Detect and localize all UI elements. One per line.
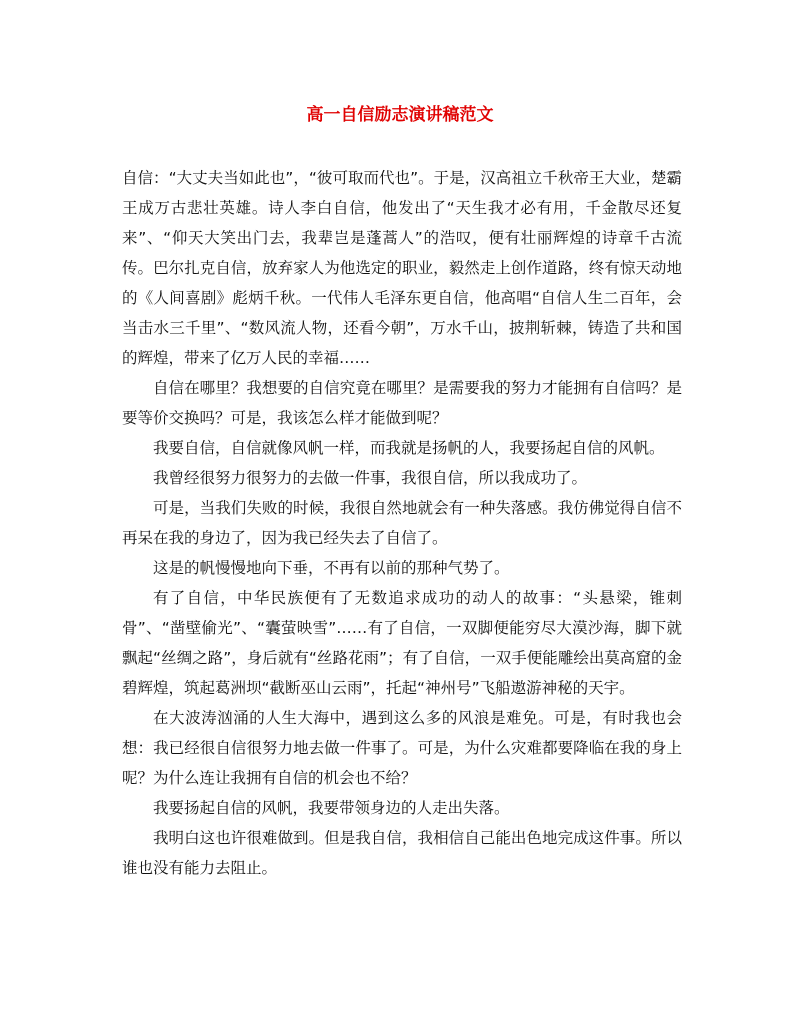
paragraph-1: 自信：“大丈夫当如此也”，“彼可取而代也”。于是，汉高祖立千秋帝王大业，楚霸王成万古悲壮英雄。诗人李白自信，他发出了“天生我才必有用，千金散尽还复来”、“仰天大笑出门去，我辈岂是蓬蒿人”的浩叹，便有壮丽辉煌的诗章千古流传。巴尔扎克自信，放弃家人为他选定的职业，毅然走上创作道路，终有惊天动地的《人间喜剧》彪炳千秋。一代伟人毛泽东更自信，他高唱“自信人生二百年，会当击水三千里”、“数风流人物，还看今朝”，万水千山，披荆斩棘，铸造了共和国的辉煌，带来了亿万人民的幸福……: [122, 169, 682, 367]
paragraph-3: 我要自信，自信就像风帆一样，而我就是扬帆的人，我要扬起自信的风帆。: [153, 439, 665, 457]
paragraph-9: 我要扬起自信的风帆，我要带领身边的人走出失落。: [153, 799, 510, 817]
paragraph-8: 在大波涛汹涌的人生大海中，遇到这么多的风浪是难免。可是，有时我也会想：我已经很自信很努力地去做一件事了。可是，为什么灾难都要降临在我的身上呢？为什么连让我拥有自信的机会也不给？: [122, 709, 682, 787]
document-body: [122, 163, 682, 883]
paragraph-4: 我曾经很努力很努力的去做一件事，我很自信，所以我成功了。: [153, 469, 588, 487]
document-title: 高一自信励志演讲稿范文: [306, 105, 494, 125]
paragraph-7: 有了自信，中华民族便有了无数追求成功的动人的故事：“头悬梁，锥刺骨”、“凿壁偷光”、“囊萤映雪”……有了自信，一双脚便能穷尽大漠沙海，脚下就飘起“丝绸之路”，身后就有“丝路花雨”；有了自信，一双手便能雕绘出莫高窟的金碧辉煌，筑起葛洲坝“截断巫山云雨”，托起“神州号”飞船遨游神秘的天宇。: [122, 589, 682, 697]
paragraph-10: 我明白这也许很难做到。但是我自信，我相信自己能出色地完成这件事。所以谁也没有能力去阻止。: [122, 829, 682, 877]
paragraph-2: 自信在哪里？我想要的自信究竟在哪里？是需要我的努力才能拥有自信吗？是要等价交换吗？可是，我该怎么样才能做到呢？: [122, 379, 682, 427]
paragraph-5: 可是，当我们失败的时候，我很自然地就会有一种失落感。我仿佛觉得自信不再呆在我的身边了，因为我已经失去了自信了。: [122, 499, 682, 547]
paragraph-6: 这是的帆慢慢地向下垂，不再有以前的那种气势了。: [153, 559, 510, 577]
